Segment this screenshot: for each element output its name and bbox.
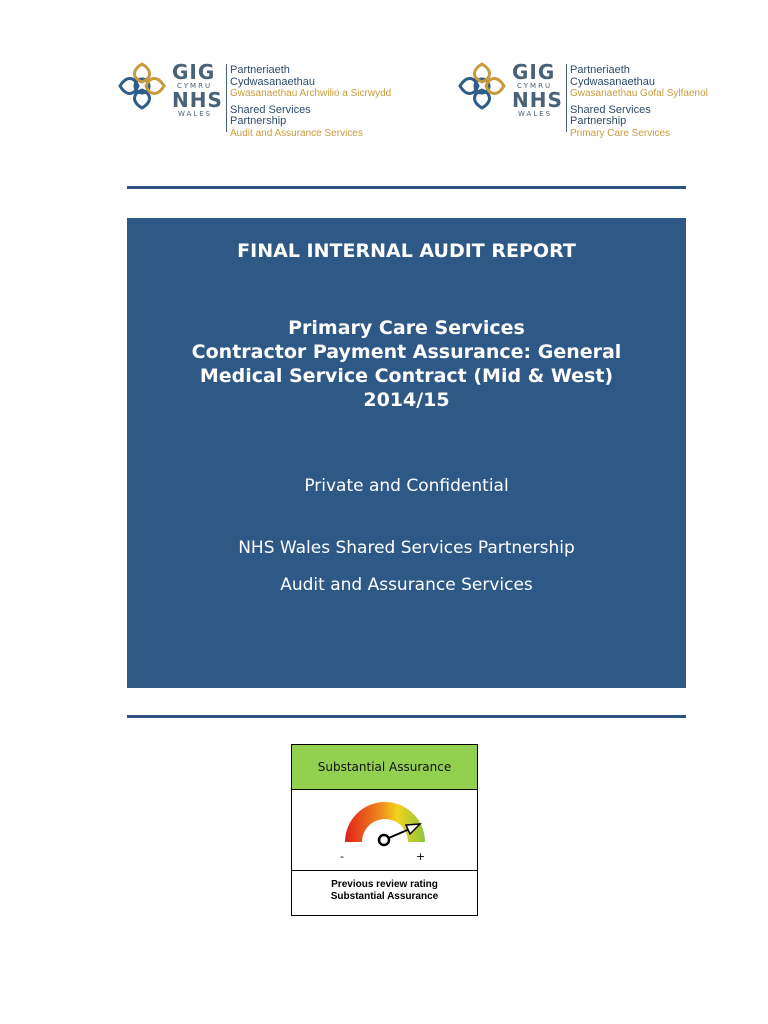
celtic-knot-icon bbox=[456, 60, 508, 112]
gig-nhs-wordmark: GIG CYMRU NHS WALES bbox=[172, 60, 223, 118]
gig-nhs-wordmark: GIG CYMRU NHS WALES bbox=[512, 60, 563, 118]
logo-primary-care bbox=[450, 50, 740, 142]
report-title: Primary Care Services Contractor Payment Assurance: General Medical Service Contract (Mid & West) 2014/15 bbox=[191, 317, 622, 411]
logo-divider bbox=[226, 64, 227, 132]
gauge-minus-label: - bbox=[340, 850, 344, 863]
celtic-knot-icon bbox=[116, 60, 168, 112]
top-divider bbox=[127, 186, 686, 189]
logo-text: Partneriaeth Cydwasanaethau Gwasanaethau Gofal Sylfaenol Shared Services Partnership Primary Care Services bbox=[570, 64, 708, 139]
gauge-dial-icon bbox=[340, 802, 430, 848]
assurance-rating-box bbox=[291, 744, 478, 916]
gauge-plus-label: + bbox=[416, 850, 426, 863]
logo-divider bbox=[566, 64, 567, 132]
assurance-gauge bbox=[292, 790, 477, 871]
cover-panel bbox=[127, 218, 686, 688]
logo-text: Partneriaeth Cydwasanaethau Gwasanaethau Archwilio a Sicrwydd Shared Services Partnership Audit and Assurance Services bbox=[230, 64, 392, 139]
report-type: FINAL INTERNAL AUDIT REPORT bbox=[237, 240, 576, 262]
partnership-name: NHS Wales Shared Services Partnership bbox=[238, 538, 575, 558]
confidentiality-label: Private and Confidential bbox=[304, 476, 509, 496]
previous-rating: Previous review rating Substantial Assurance bbox=[330, 879, 439, 902]
logo-audit-assurance bbox=[110, 50, 400, 142]
bottom-divider bbox=[127, 715, 686, 718]
service-name: Audit and Assurance Services bbox=[280, 575, 533, 595]
assurance-rating-label: Substantial Assurance bbox=[292, 745, 477, 790]
